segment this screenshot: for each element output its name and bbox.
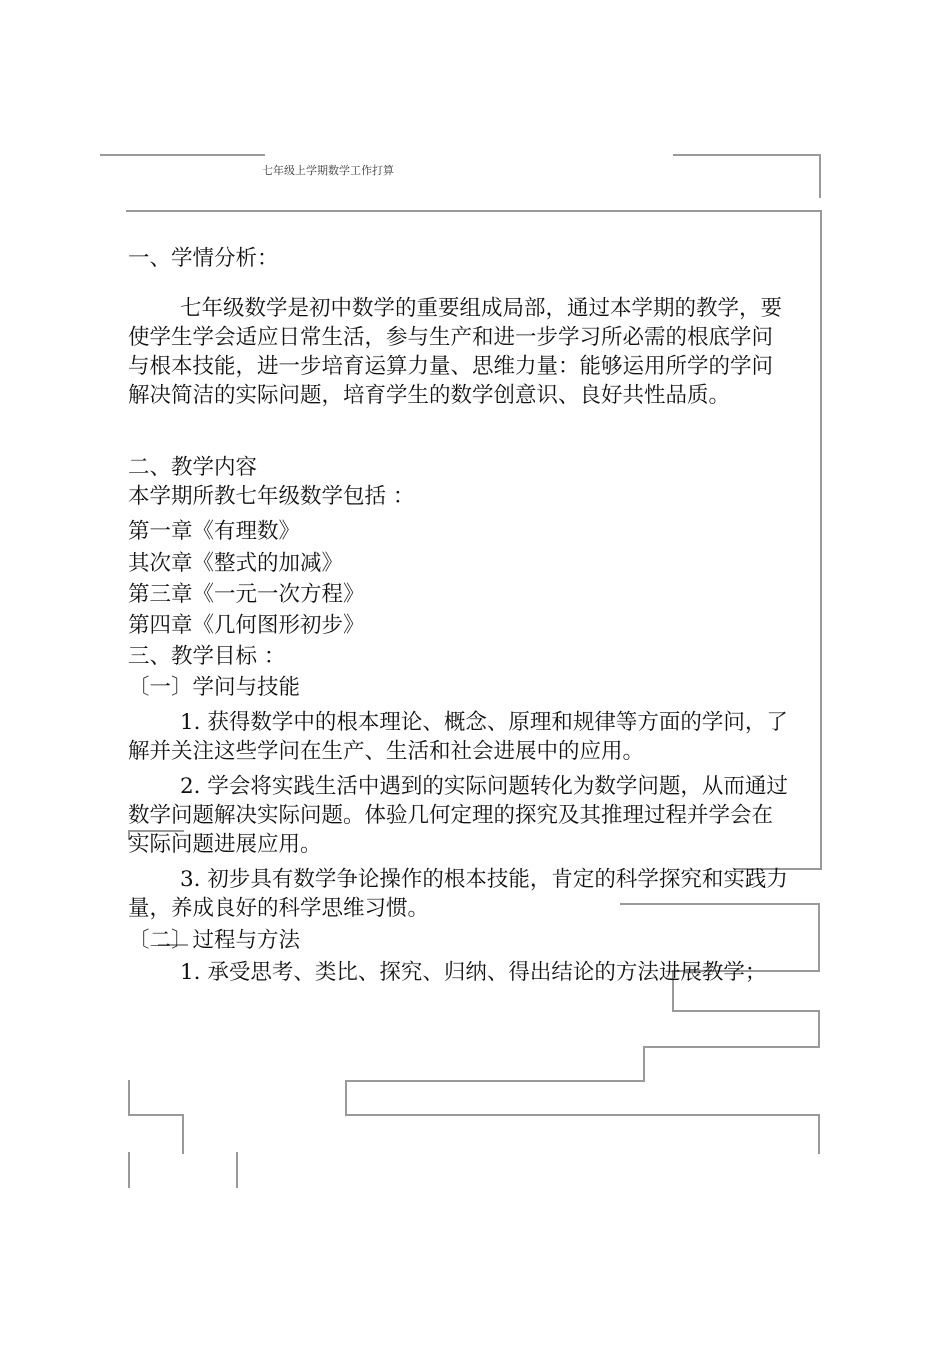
sub1-heading: 〔一〕学问与技能 (128, 675, 301, 700)
section1-heading: 一、学情分析： (128, 246, 279, 271)
frame-line (345, 1114, 820, 1116)
section2-heading: 二、教学内容 (128, 455, 258, 480)
frame-line (236, 1152, 238, 1188)
frame-line (819, 154, 821, 198)
frame-line (672, 1010, 820, 1012)
sub1-item-1: 1. 获得数学中的根本理论、概念、原理和规律等方面的学问，了解并关注这些学问在生产、生活和社会进展中的应用。 (128, 710, 788, 764)
sub1-item-2: 2. 学会将实践生活中遇到的实际问题转化为数学问题，从而通过数学问题解决实际问题。体验几何定理的探究及其推理过程并学会在实际问题进展应用。 (128, 774, 788, 857)
frame-line (128, 1152, 130, 1188)
chapter-1: 第一章《有理数》 (128, 519, 301, 544)
sub2-item-1: 1. 承受思考、类比、探究、归纳、得出结论的方法进展教学； (180, 960, 767, 985)
chapter-2: 其次章《整式的加减》 (128, 551, 344, 576)
frame-line (673, 154, 821, 156)
section3-heading: 三、教学目标 ： (128, 644, 286, 669)
frame-line (820, 210, 822, 800)
frame-line (100, 154, 265, 156)
chapter-4: 第四章《几何图形初步》 (128, 613, 365, 638)
frame-line (820, 800, 822, 868)
frame-line (818, 1114, 820, 1154)
frame-line (345, 1080, 645, 1082)
frame-line (643, 1046, 645, 1082)
document-body (128, 244, 788, 987)
section2-intro: 本学期所教七年级数学包括 ： (128, 484, 415, 509)
frame-line (182, 1114, 184, 1154)
header-title: 七年级上学期数学工作打算 (262, 164, 394, 177)
frame-line (345, 1080, 347, 1116)
frame-line (645, 1046, 820, 1048)
sub1-item-3: 3. 初步具有数学争论操作的根本技能，肯定的科学探究和实践力量，养成良好的科学思维习惯。 (128, 867, 788, 921)
frame-line (818, 903, 820, 971)
chapter-3: 第三章《一元一次方程》 (128, 582, 365, 607)
frame-line (128, 1114, 184, 1116)
frame-line (128, 1080, 130, 1116)
section1-paragraph: 七年级数学是初中数学的重要组成局部，通过本学期的教学，要使学生学会适应日常生活，参与生产和进一步学习所必需的根底学问与根本技能，进一步培育运算力量、思维力量：能够运用所学的学问解决简洁的实际问题，培育学生的数学创意识、良好共性品质。 (128, 296, 783, 408)
frame-line (126, 210, 822, 212)
sub2-heading: 〔二〕过程与方法 (128, 928, 301, 953)
frame-line (818, 1010, 820, 1048)
